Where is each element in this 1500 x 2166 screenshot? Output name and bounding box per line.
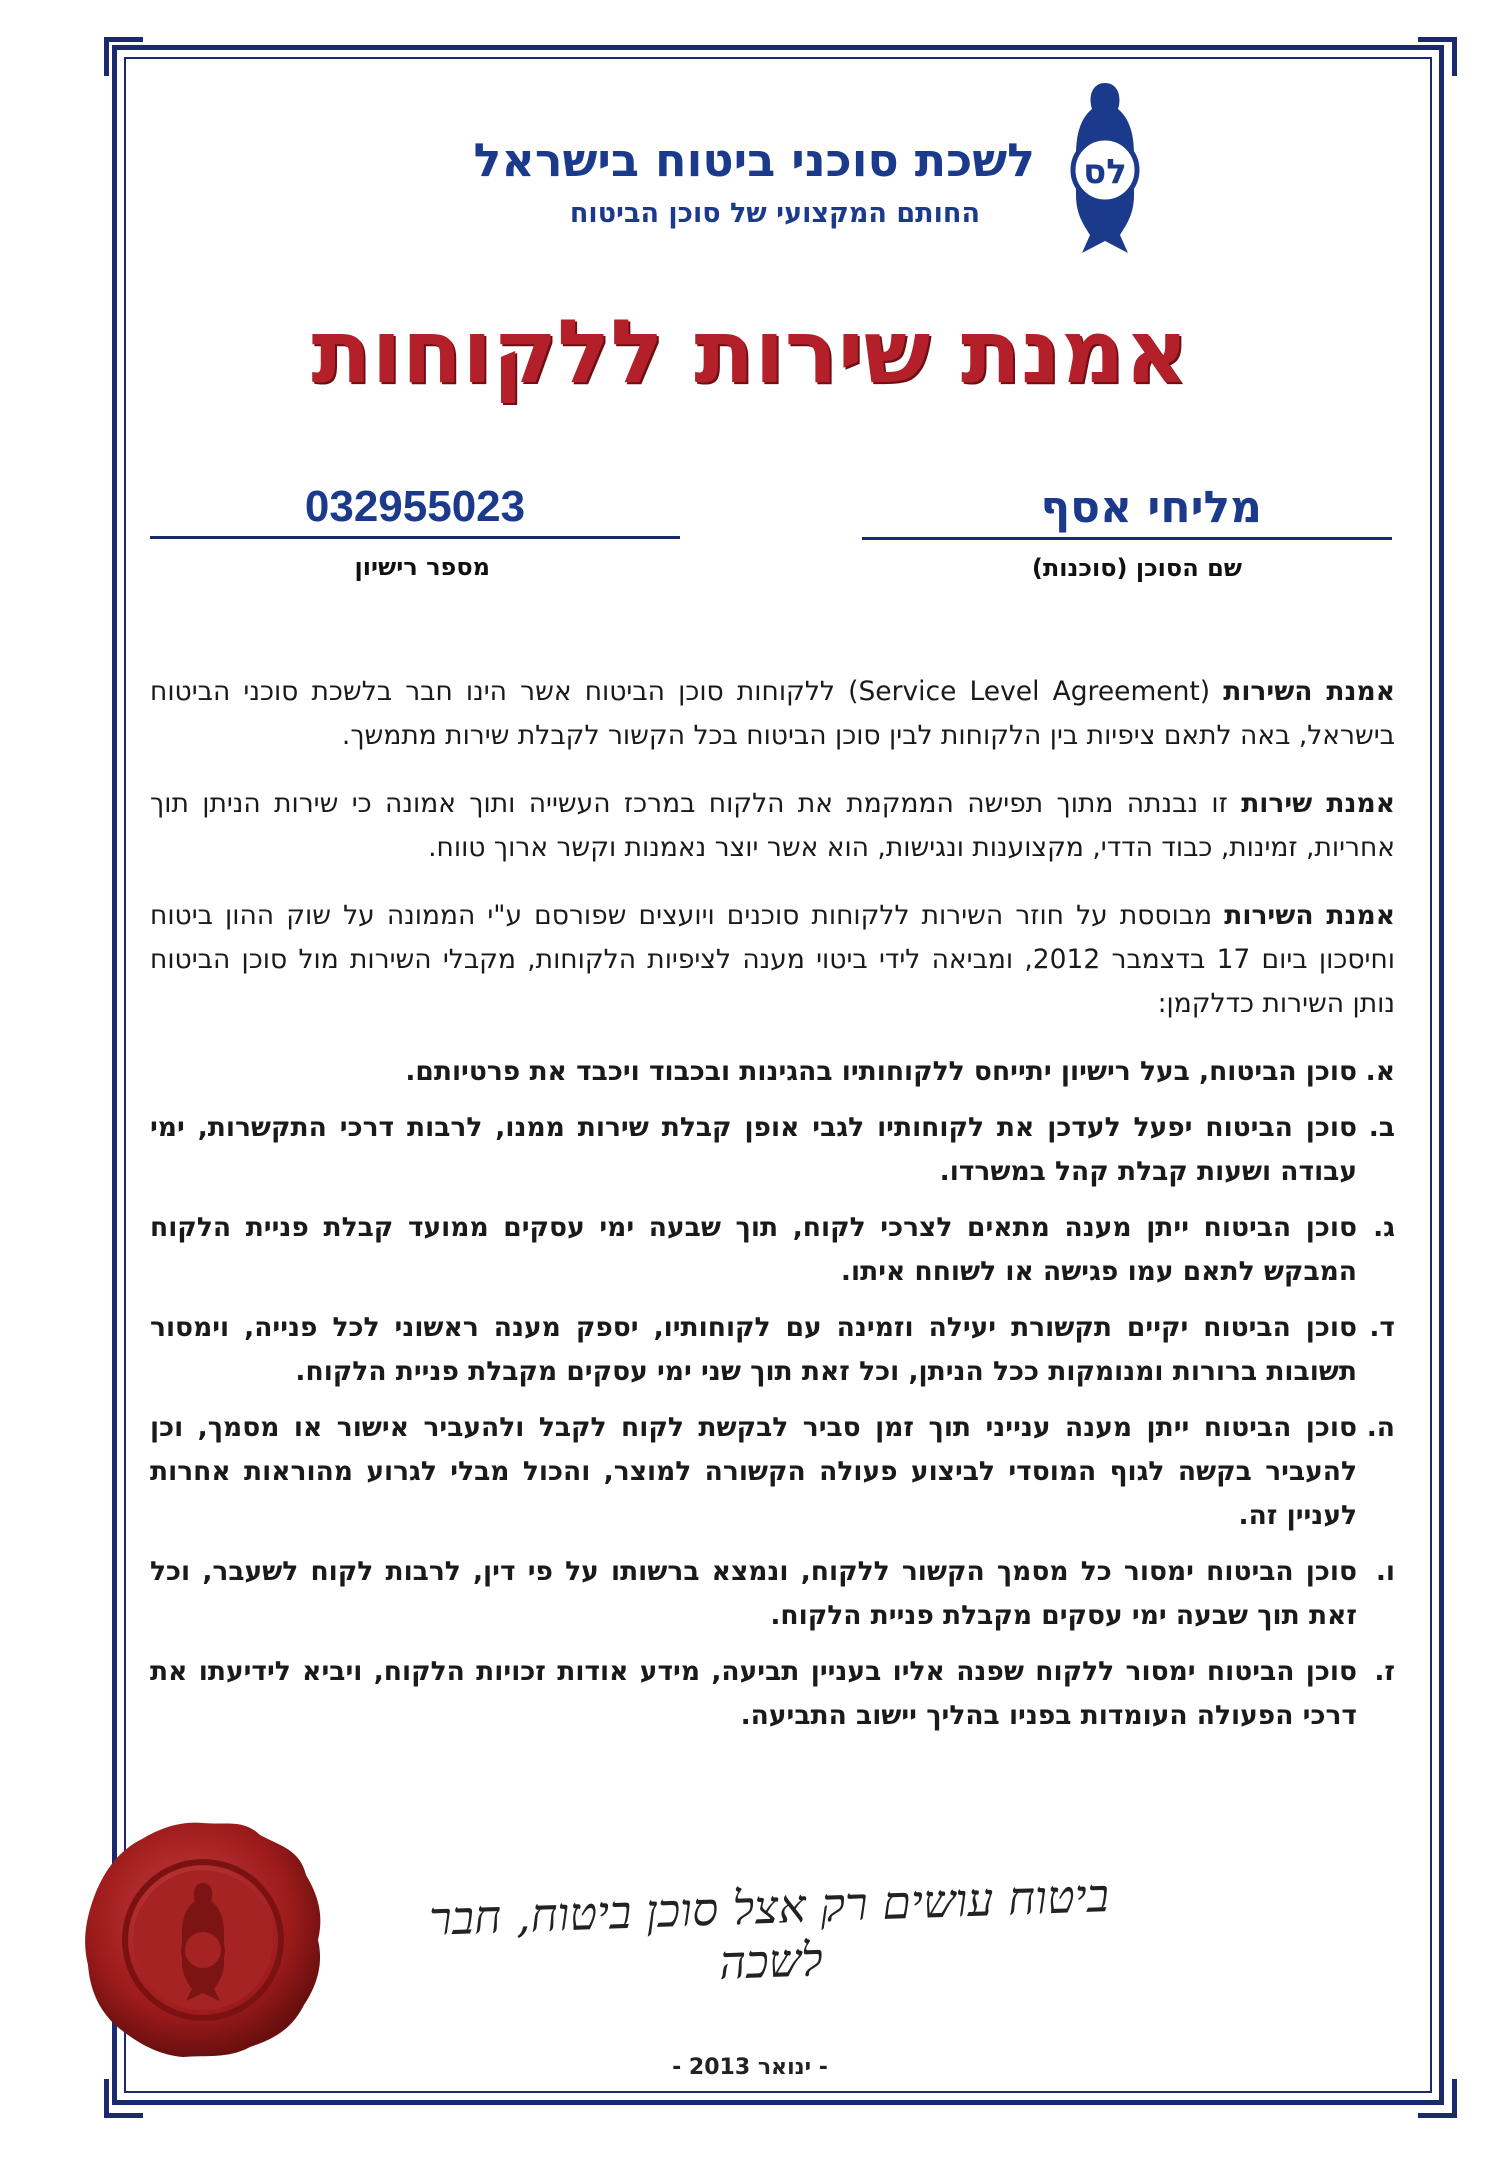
item-text: סוכן הביטוח ייתן מענה מתאים לצרכי לקוח, תוך שבעה ימי עסקים ממועד קבלת פניית הלקוח המבקש לתאם עמו פגישה או לשוחח איתו. <box>150 1212 1357 1287</box>
item-letter: ז. <box>1374 1656 1395 1687</box>
footer-date: - ינואר 2013 - <box>672 2055 828 2080</box>
service-commitments-list <box>150 1050 1395 1738</box>
paragraph-lead: אמנת השירות <box>1224 900 1395 931</box>
corner-ornament <box>104 2079 143 2118</box>
item-letter: ה. <box>1366 1412 1395 1443</box>
org-subtitle: החותם המקצועי של סוכן הביטוח <box>569 198 980 229</box>
corner-ornament <box>104 37 143 76</box>
list-item <box>150 1106 1395 1194</box>
item-text: סוכן הביטוח ימסור ללקוח שפנה אליו בעניין תביעה, מידע אודות זכויות הלקוח, ויביא לידיעתו את דרכי הפעולה העומדות בפניו בהליך יישוב התביעה. <box>150 1656 1357 1731</box>
org-logo-icon <box>1050 75 1160 255</box>
item-text: סוכן הביטוח יקיים תקשורת יעילה וזמינה עם לקוחותיו, יספק מענה ראשוני לכל פנייה, וימסור תשובות ברורות ומנומקות ככל הניתן, וכל זאת תוך שני ימי עסקים מקבלת פניית הלקוח. <box>150 1312 1357 1387</box>
list-item <box>150 1306 1395 1394</box>
item-letter: ד. <box>1369 1312 1395 1343</box>
paragraph-lead: אמנת השירות <box>1223 676 1395 707</box>
agent-name-value: מליחי אסף <box>1040 482 1262 533</box>
list-item <box>150 1406 1395 1538</box>
item-letter: ב. <box>1368 1112 1395 1143</box>
intro-paragraph <box>150 782 1395 870</box>
corner-ornament <box>1418 37 1457 76</box>
item-letter: ג. <box>1373 1212 1395 1243</box>
license-underline <box>150 536 680 539</box>
license-caption: מספר רישיון <box>354 553 490 581</box>
agent-name-caption: שם הסוכן (סוכנות) <box>1031 554 1242 582</box>
paragraph-lead: אמנת שירות <box>1241 788 1395 819</box>
item-text: סוכן הביטוח יפעל לעדכן את לקוחותיו לגבי אופן קבלת שירות ממנו, לרבות דרכי התקשרות, ימי עבודה ושעות קבלת קהל במשרדו. <box>150 1112 1357 1187</box>
charter-body <box>150 670 1395 1750</box>
paragraph-text: זו נבנתה מתוך תפישה הממקמת את הלקוח במרכז העשייה ותוך אמונה כי שירות הניתן תוך אחריות, זמינות, כבוד הדדי, מקצוענות ונגישות, הוא אשר יוצר נאמנות וקשר ארוך טווח. <box>150 788 1395 863</box>
agent-name-underline <box>862 537 1392 540</box>
license-field <box>150 482 680 581</box>
item-text: סוכן הביטוח ימסור כל מסמך הקשור ללקוח, ונמצא ברשותו על פי דין, לרבות לקוח לשעבר, וכל זאת תוך שבעה ימי עסקים מקבלת פניית הלקוח. <box>150 1556 1357 1631</box>
paragraph-text: (Service Level Agreement) ללקוחות סוכן הביטוח אשר הינו חבר בלשכת סוכני הביטוח בישראל, באה לתאם ציפיות בין הלקוחות לבין סוכן הביטוח בכל הקשור לקבלת שירות מתמשך. <box>150 676 1395 751</box>
logo-letters: לס <box>1083 152 1127 192</box>
list-item <box>150 1650 1395 1738</box>
list-item <box>150 1050 1395 1094</box>
handwritten-signature: ביטוח עושים רק אצל סוכן ביטוח, חבר לשכה <box>428 1868 1110 1990</box>
wax-seal-icon <box>78 1815 328 2065</box>
org-header <box>400 75 1160 255</box>
agent-name-field <box>862 482 1392 582</box>
item-letter: א. <box>1365 1056 1395 1087</box>
item-text: סוכן הביטוח ייתן מענה ענייני תוך זמן סביר לבקשת לקוח לקבל ולהעביר אישור או מסמך, וכן להעביר בקשה לגוף המוסדי לביצוע פעולה הקשורה למוצר, והכול מבלי לגרוע מהוראות אחרות לעניין זה. <box>150 1412 1357 1531</box>
list-item <box>150 1206 1395 1294</box>
intro-paragraph <box>150 894 1395 1026</box>
corner-ornament <box>1418 2079 1457 2118</box>
org-name: לשכת סוכני ביטוח בישראל <box>473 133 1035 187</box>
paragraph-text: מבוססת על חוזר השירות ללקוחות סוכנים ויועצים שפורסם ע"י הממונה על שוק ההון ביטוח וחיסכון ביום 17 בדצמבר 2012, ומביאה לידי ביטוי מענה לציפיות הלקוחות, מקבלי השירות מול סוכן הביטוח נותן השירות כדלקמן: <box>150 900 1395 1019</box>
list-item <box>150 1550 1395 1638</box>
item-letter: ו. <box>1375 1556 1395 1587</box>
intro-paragraph <box>150 670 1395 758</box>
document-title: אמנת שירות ללקוחות <box>311 300 1189 403</box>
item-text: סוכן הביטוח, בעל רישיון יתייחס ללקוחותיו בהגינות ובכבוד ויכבד את פרטיותם. <box>405 1056 1357 1087</box>
license-number-value: 032955023 <box>304 482 526 531</box>
